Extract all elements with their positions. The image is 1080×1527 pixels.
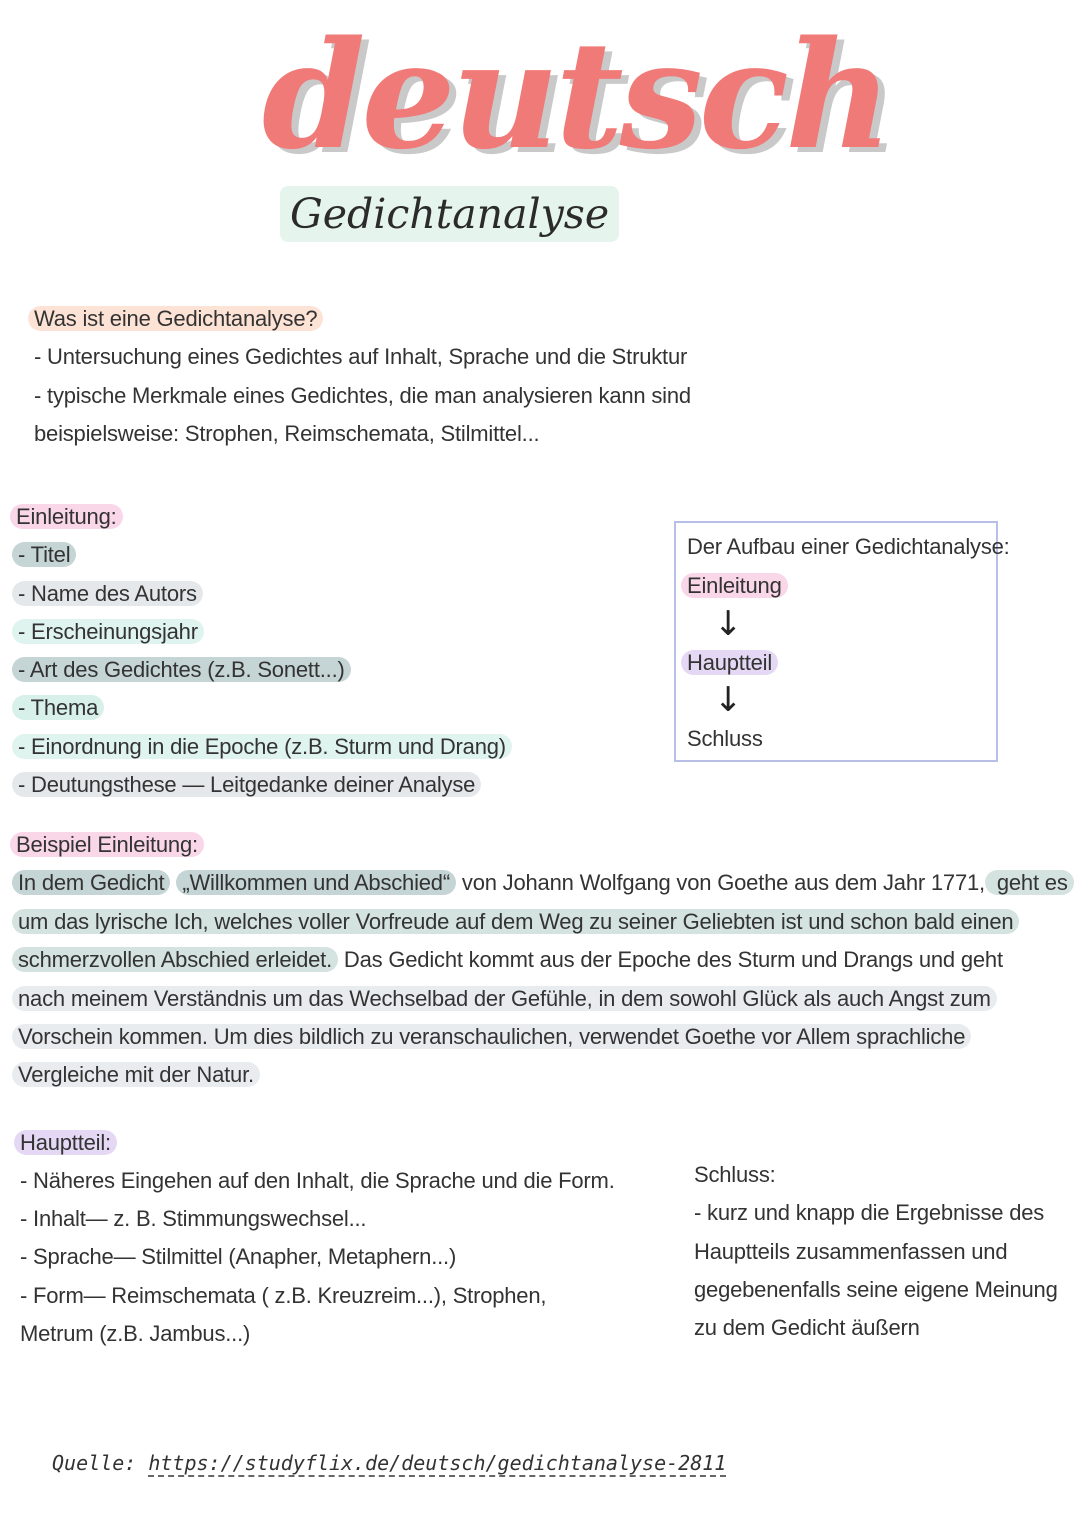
source-footer — [52, 1448, 726, 1478]
einleitung-item — [12, 655, 351, 685]
beispiel-segment: Vorschein kommen. Um dies bildlich zu veranschaulichen, verwendet Goethe vor Allem sprachliche — [12, 1024, 971, 1049]
aufbau-step-schluss: Schluss — [687, 726, 763, 751]
beispiel-segment: nach meinem Verständnis um das Wechselbad der Gefühle, in dem sowohl Glück als auch Angst zum — [12, 986, 997, 1011]
beispiel-heading — [10, 830, 204, 860]
beispiel-segment: „Willkommen und Abschied“ — [176, 870, 456, 895]
einleitung-item-label: - Titel — [12, 542, 76, 567]
intro-question-label: Was ist eine Gedichtanalyse? — [28, 306, 323, 331]
einleitung-item-label: - Thema — [12, 695, 104, 720]
intro-question — [28, 304, 323, 334]
aufbau-step-label: Hauptteil — [681, 650, 778, 675]
beispiel-segment: geht es — [985, 870, 1074, 895]
hauptteil-line: - Näheres Eingehen auf den Inhalt, die Sprache und die Form. — [20, 1168, 615, 1193]
einleitung-item — [12, 732, 512, 762]
schluss-line: - kurz und knapp die Ergebnisse des — [694, 1200, 1045, 1225]
einleitung-item-label: - Name des Autors — [12, 581, 203, 606]
beispiel-line — [12, 1060, 260, 1090]
schluss-line: Hauptteils zusammenfassen und — [694, 1239, 1008, 1264]
beispiel-heading-label: Beispiel Einleitung: — [10, 832, 204, 857]
einleitung-item-label: - Deutungsthese — Leitgedanke deiner Analyse — [12, 772, 481, 797]
schluss-heading: Schluss: — [694, 1162, 776, 1187]
beispiel-segment: von Johann Wolfgang von Goethe aus dem Jahr 1771, — [455, 870, 985, 895]
source-link[interactable]: https://studyflix.de/deutsch/gedichtanalyse-2811 — [148, 1451, 727, 1475]
beispiel-line — [12, 868, 1074, 898]
arrow-down-icon: ↓ — [714, 604, 743, 644]
aufbau-box — [674, 521, 1010, 762]
einleitung-item — [12, 579, 203, 609]
intro-line: - Untersuchung eines Gedichtes auf Inhalt, Sprache und die Struktur — [34, 344, 688, 369]
intro-line: - typische Merkmale eines Gedichtes, die man analysieren kann sind — [34, 383, 691, 408]
einleitung-item — [12, 693, 104, 723]
beispiel-segment: Vergleiche mit der Natur. — [12, 1062, 260, 1087]
einleitung-item — [12, 617, 204, 647]
hauptteil-line: Metrum (z.B. Jambus...) — [20, 1321, 251, 1346]
einleitung-heading-label: Einleitung: — [10, 504, 123, 529]
einleitung-item — [12, 540, 76, 570]
intro-line: beispielsweise: Strophen, Reimschemata, Stilmittel... — [34, 421, 540, 446]
aufbau-step-einleitung — [681, 571, 788, 601]
einleitung-item-label: - Einordnung in die Epoche (z.B. Sturm und Drang) — [12, 734, 512, 759]
beispiel-line — [12, 945, 1003, 975]
beispiel-segment: um das lyrische Ich, welches voller Vorfreude auf dem Weg zu seiner Geliebten ist und schon bald einen — [12, 909, 1019, 934]
source-label: Quelle: — [52, 1451, 137, 1475]
aufbau-step-hauptteil — [681, 648, 778, 678]
aufbau-box-title: Der Aufbau einer Gedichtanalyse: — [687, 534, 1010, 559]
beispiel-line — [12, 984, 997, 1014]
beispiel-segment: In dem Gedicht — [12, 870, 170, 895]
aufbau-step-label: Einleitung — [681, 573, 788, 598]
einleitung-heading — [10, 502, 123, 532]
schluss-line: gegebenenfalls seine eigene Meinung — [694, 1277, 1058, 1302]
beispiel-line — [12, 1022, 971, 1052]
einleitung-item-label: - Erscheinungsjahr — [12, 619, 204, 644]
page-subtitle: Gedichtanalyse — [280, 186, 619, 242]
hauptteil-line: - Inhalt— z. B. Stimmungswechsel... — [20, 1206, 367, 1231]
beispiel-segment: Das Gedicht kommt aus der Epoche des Sturm und Drangs und geht — [338, 947, 1003, 972]
beispiel-segment: schmerzvollen Abschied erleidet. — [12, 947, 338, 972]
einleitung-item-label: - Art des Gedichtes (z.B. Sonett...) — [12, 657, 351, 682]
hauptteil-heading — [14, 1128, 117, 1158]
schluss-line: zu dem Gedicht äußern — [694, 1315, 920, 1340]
einleitung-item — [12, 770, 481, 800]
hauptteil-line: - Sprache— Stilmittel (Anapher, Metaphern...) — [20, 1244, 457, 1269]
hauptteil-heading-label: Hauptteil: — [14, 1130, 117, 1155]
hauptteil-line: - Form— Reimschemata ( z.B. Kreuzreim...), Strophen, — [20, 1283, 547, 1308]
arrow-down-icon: ↓ — [714, 680, 743, 720]
beispiel-line — [12, 907, 1019, 937]
page-title: deutsch — [262, 8, 889, 182]
